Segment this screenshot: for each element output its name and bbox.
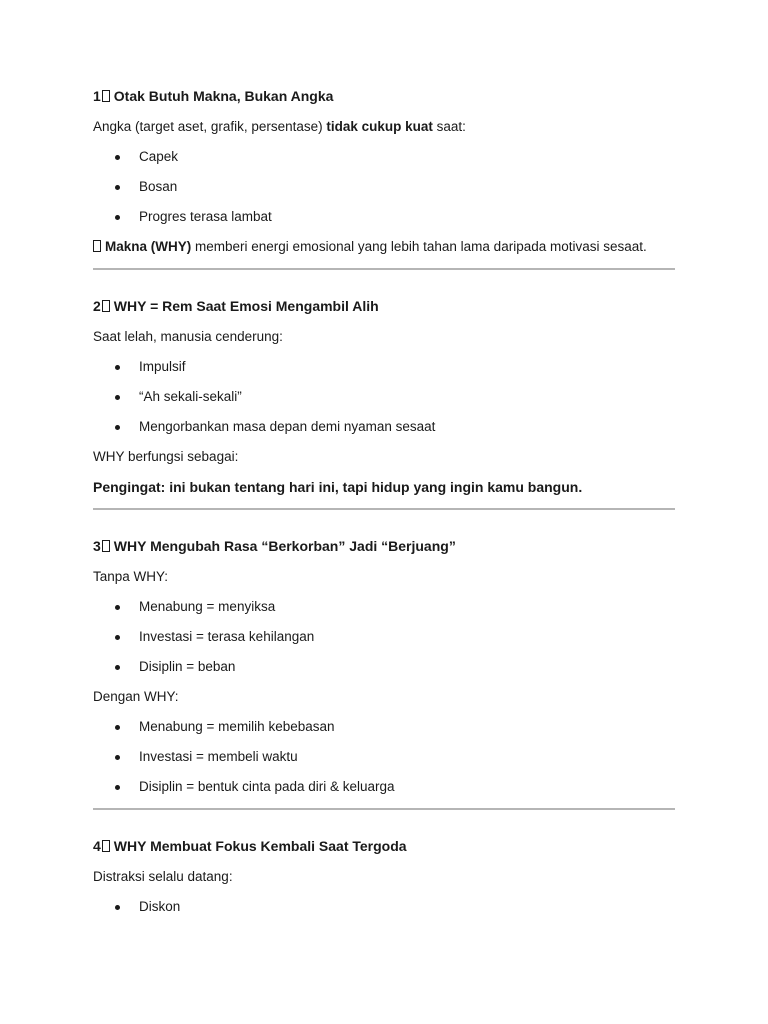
bullet-icon — [115, 605, 120, 610]
section-2-list — [93, 358, 675, 436]
bullet-icon — [115, 425, 120, 430]
list-item: Menabung = memilih kebebasan — [93, 718, 675, 736]
section-2-intro: Saat lelah, manusia cenderung: — [93, 329, 283, 344]
section-1-note: Makna (WHY) memberi energi emosional yang lebih tahan lama daripada motivasi sesaat. — [93, 238, 675, 256]
bullet-icon — [115, 905, 120, 910]
section-3-with-label: Dengan WHY: — [93, 689, 179, 704]
section-divider — [93, 808, 675, 810]
list-item: Bosan — [93, 178, 675, 196]
bullet-icon — [115, 215, 120, 220]
section-divider — [93, 508, 675, 510]
missing-glyph-icon — [102, 300, 110, 312]
list-item: Impulsif — [93, 358, 675, 376]
list-item: Investasi = membeli waktu — [93, 748, 675, 766]
bullet-icon — [115, 185, 120, 190]
section-4-intro: Distraksi selalu datang: — [93, 869, 233, 884]
bullet-icon — [115, 725, 120, 730]
list-item: Mengorbankan masa depan demi nyaman sesaat — [93, 418, 675, 436]
missing-glyph-icon — [102, 840, 110, 852]
list-item: Disiplin = beban — [93, 658, 675, 676]
section-4-heading: 4 WHY Membuat Fokus Kembali Saat Tergoda — [93, 838, 407, 854]
section-1-heading: 1 Otak Butuh Makna, Bukan Angka — [93, 88, 334, 104]
missing-glyph-icon — [93, 240, 101, 252]
bullet-icon — [115, 155, 120, 160]
section-1-list — [93, 148, 675, 226]
bullet-icon — [115, 665, 120, 670]
section-2-reminder: Pengingat: ini bukan tentang hari ini, tapi hidup yang ingin kamu bangun. — [93, 479, 583, 495]
section-3-with-list — [93, 718, 675, 796]
document-page — [93, 87, 675, 928]
section-1-intro: Angka (target aset, grafik, persentase) tidak cukup kuat saat: — [93, 119, 466, 134]
list-item: “Ah sekali-sekali” — [93, 388, 675, 406]
section-3-heading: 3 WHY Mengubah Rasa “Berkorban” Jadi “Berjuang” — [93, 538, 456, 554]
bullet-icon — [115, 785, 120, 790]
bullet-icon — [115, 365, 120, 370]
list-item: Diskon — [93, 898, 675, 916]
list-item: Capek — [93, 148, 675, 166]
list-item: Menabung = menyiksa — [93, 598, 675, 616]
list-item: Investasi = terasa kehilangan — [93, 628, 675, 646]
section-3-without-label: Tanpa WHY: — [93, 569, 169, 584]
section-3-without-list — [93, 598, 675, 676]
section-2-function-label: WHY berfungsi sebagai: — [93, 449, 239, 464]
section-divider — [93, 268, 675, 270]
bullet-icon — [115, 755, 120, 760]
missing-glyph-icon — [102, 90, 110, 102]
bullet-icon — [115, 395, 120, 400]
section-2-heading: 2 WHY = Rem Saat Emosi Mengambil Alih — [93, 298, 379, 314]
list-item: Progres terasa lambat — [93, 208, 675, 226]
section-4-list — [93, 898, 675, 916]
missing-glyph-icon — [102, 540, 110, 552]
bullet-icon — [115, 635, 120, 640]
list-item: Disiplin = bentuk cinta pada diri & keluarga — [93, 778, 675, 796]
